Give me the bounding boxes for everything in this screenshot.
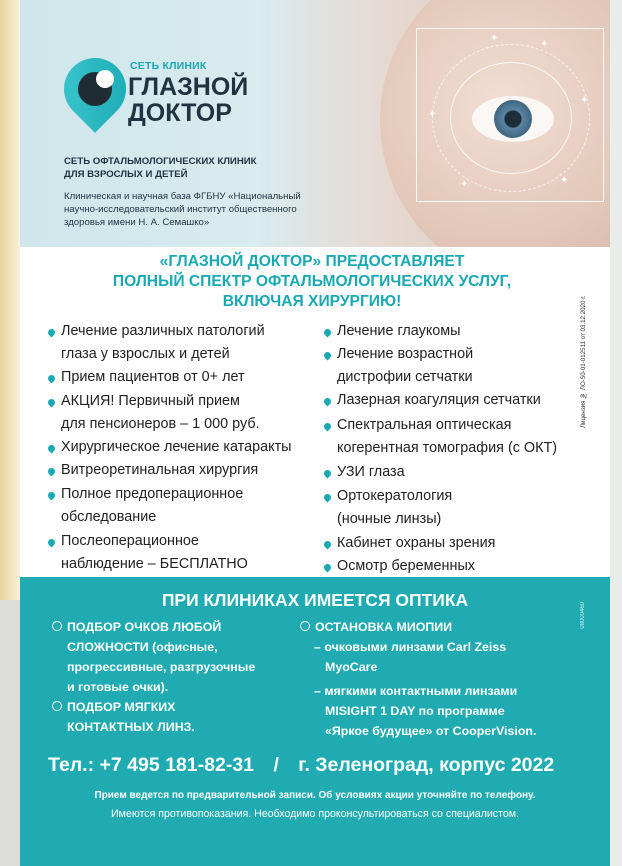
service-item: [48, 390, 323, 436]
service-item: [48, 530, 323, 576]
service-text: глаза у взрослых и детей: [61, 346, 230, 362]
sparkle-icon: ✦: [580, 95, 589, 106]
optics-right-block: [300, 617, 536, 741]
ring-bullet-icon: [52, 701, 62, 711]
service-item: [48, 436, 323, 459]
hero-caption: [64, 156, 257, 181]
bullet-drop-icon: [47, 328, 57, 338]
hero-desc-line3: здоровья имени Н. А. Семашко»: [64, 217, 210, 228]
service-item: [324, 414, 604, 460]
bullet-drop-icon: [323, 493, 333, 503]
service-text: дистрофии сетчатки: [337, 369, 473, 385]
service-text: наблюдение – БЕСПЛАТНО: [61, 556, 248, 572]
optics-left-line: ПОДБОР МЯГКИХ: [67, 700, 176, 714]
optics-left-line: ПОДБОР ОЧКОВ ЛЮБОЙ: [67, 620, 222, 634]
brand-name-line1: ГЛАЗНОЙ: [128, 73, 249, 101]
hero-desc-line1: Клиническая и научная база ФГБНУ «Национальный: [64, 191, 301, 202]
service-item: [324, 461, 604, 484]
brand-name-line2: ДОКТОР: [128, 99, 232, 127]
service-item: [48, 320, 323, 366]
optics-left-line: прогрессивные, разгрузочные: [67, 660, 256, 674]
logo-highlight: [96, 70, 114, 88]
bullet-drop-icon: [47, 467, 57, 477]
service-text: Послеоперационное: [61, 533, 199, 549]
optics-right-line: «Яркое будущее» от CooperVision.: [325, 724, 537, 738]
license-note: Лицензия № ЛО-50-01-012511 от 03.12.2020 г.: [580, 295, 587, 428]
service-item: [48, 459, 323, 482]
bullet-drop-icon: [323, 540, 333, 550]
service-text: Кабинет охраны зрения: [337, 535, 496, 551]
ring-bullet-icon: [52, 621, 62, 631]
optics-left-line: КОНТАКТНЫХ ЛИНЗ.: [67, 720, 195, 734]
services-list-left: [48, 320, 323, 576]
optics-right-line: MyoCare: [325, 660, 378, 674]
service-text: УЗИ глаза: [337, 464, 405, 480]
sparkle-icon: ✦: [460, 179, 469, 190]
service-item: [324, 555, 604, 578]
headline: [42, 252, 582, 312]
service-text: Лечение глаукомы: [337, 323, 461, 339]
footer-note-1: Прием ведется по предварительной записи. Об условиях акции уточняйте по телефону.: [94, 790, 536, 801]
left-edge-strip: [0, 0, 20, 600]
service-text: Витреоретинальная хирургия: [61, 462, 259, 478]
optics-left-line: и готовые очки).: [67, 680, 169, 694]
hero-banner: [20, 0, 610, 247]
scan-frame: [416, 28, 604, 202]
hero-caption-line2: ДЛЯ ВЗРОСЛЫХ И ДЕТЕЙ: [64, 168, 188, 180]
bullet-drop-icon: [323, 351, 333, 361]
headline-line2: ПОЛНЫЙ СПЕКТР ОФТАЛЬМОЛОГИЧЕСКИХ УСЛУГ,: [112, 273, 512, 290]
headline-line3: ВКЛЮЧАЯ ХИРУРГИЮ!: [222, 293, 402, 310]
bullet-drop-icon: [47, 491, 57, 501]
service-item: [324, 343, 604, 389]
brand-tagline: СЕТЬ КЛИНИК: [130, 60, 207, 72]
brand-name: [128, 74, 248, 126]
service-item: [324, 389, 604, 412]
service-text: обследование: [61, 509, 157, 525]
bullet-drop-icon: [323, 328, 333, 338]
left-page-edge: [0, 0, 20, 866]
optics-left-line: СЛОЖНОСТИ (офисные,: [67, 640, 218, 654]
bullet-drop-icon: [323, 469, 333, 479]
service-text: Прием пациентов от 0+ лет: [61, 369, 245, 385]
optics-right-line: – очковыми линзами Carl Zeiss: [314, 640, 507, 654]
sparkle-icon: ✦: [560, 175, 569, 186]
optics-title: ПРИ КЛИНИКАХ ИМЕЕТСЯ ОПТИКА: [161, 590, 469, 610]
sparkle-icon: ✦: [540, 39, 549, 50]
service-item: [324, 320, 604, 343]
left-edge-strip-lower: [0, 600, 20, 866]
bullet-drop-icon: [47, 398, 57, 408]
service-text: Спектральная оптическая: [337, 417, 512, 433]
service-item: [324, 532, 604, 555]
service-item: [48, 366, 323, 389]
service-text: Лазерная коагуляция сетчатки: [337, 392, 541, 408]
service-text: (ночные линзы): [337, 511, 442, 527]
hero-caption-line1: СЕТЬ ОФТАЛЬМОЛОГИЧЕСКИХ КЛИНИК: [64, 156, 257, 167]
contact-separator: /: [273, 754, 279, 776]
optics-right-line: MISIGHT 1 DAY по программе: [325, 704, 505, 718]
service-text: Лечение возрастной: [337, 346, 474, 362]
bullet-drop-icon: [47, 444, 57, 454]
phone-number: Тел.: +7 495 181-82-31: [48, 754, 255, 776]
service-text: Хирургическое лечение катаракты: [61, 439, 292, 455]
service-item: [324, 485, 604, 531]
optics-left-block: [52, 617, 255, 737]
service-text: когерентная томография (с ОКТ): [337, 440, 558, 456]
service-text: для пенсионеров – 1 000 руб.: [61, 416, 260, 432]
ring-bullet-icon: [300, 621, 310, 631]
services-list-right: [324, 320, 604, 578]
bullet-drop-icon: [323, 422, 333, 432]
sparkle-icon: ✦: [428, 109, 437, 120]
service-text: Полное предоперационное: [61, 486, 244, 502]
contact-line: [48, 754, 554, 777]
right-page-edge: [610, 0, 622, 866]
bullet-drop-icon: [47, 538, 57, 548]
optics-right-line: – мягкими контактными линзами: [314, 684, 518, 698]
bullet-drop-icon: [323, 563, 333, 573]
optics-right-line: ОСТАНОВКА МИОПИИ: [315, 620, 453, 634]
bullet-drop-icon: [323, 397, 333, 407]
service-item: [48, 483, 323, 529]
print-code: 08000460: [580, 602, 586, 629]
sparkle-icon: ✦: [490, 33, 499, 44]
service-text: Осмотр беременных: [337, 558, 475, 574]
hero-desc-line2: научно-исследовательский институт общественного: [64, 204, 297, 215]
footer-note-2: Имеются противопоказания. Необходимо проконсультироваться со специалистом.: [111, 808, 519, 820]
flyer: [20, 0, 610, 866]
service-text: Ортокератология: [337, 488, 453, 504]
service-text: АКЦИЯ! Первичный прием: [61, 393, 240, 409]
address: г. Зеленоград, корпус 2022: [298, 754, 555, 776]
hero-description: [64, 190, 301, 229]
headline-line1: «ГЛАЗНОЙ ДОКТОР» ПРЕДОСТАВЛЯЕТ: [159, 253, 465, 270]
bullet-drop-icon: [47, 374, 57, 384]
service-text: Лечение различных патологий: [61, 323, 265, 339]
